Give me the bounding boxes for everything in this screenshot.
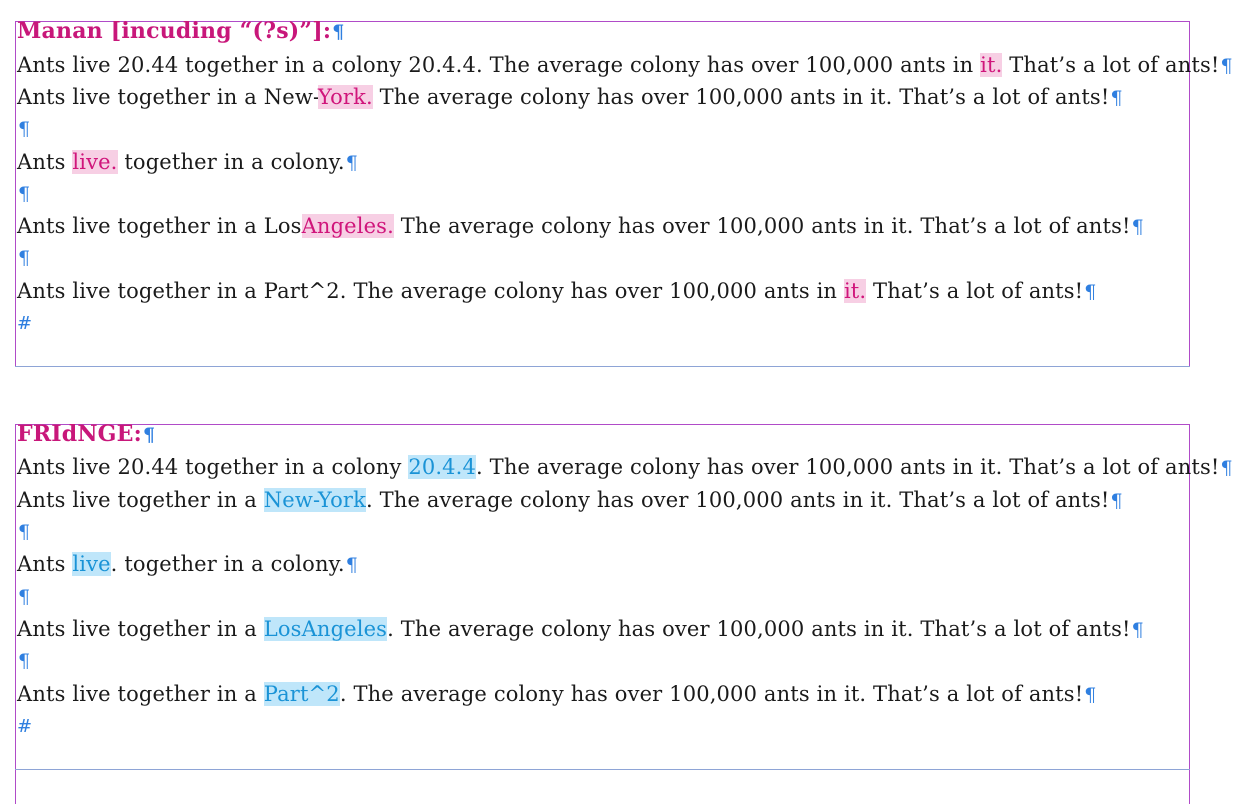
pilcrow-icon: ¶ [1220,55,1233,77]
text-run: . The average colony has over 100,000 ants in it. That’s a lot of ants! [387,617,1131,641]
pilcrow-icon: ¶ [18,650,31,672]
pilcrow-icon: ¶ [142,424,156,446]
text-run: The average colony has over 100,000 ants in it. That’s a lot of ants! [393,214,1131,238]
frame-2-bottom-rule [15,769,1190,770]
text-run: Ants [17,150,73,174]
paragraph-line[interactable] [17,149,358,177]
match-highlight[interactable]: it. [843,279,867,303]
heading-text[interactable]: FRIdNGE: [17,421,142,447]
pilcrow-icon: ¶ [1084,684,1097,706]
pilcrow-icon: ¶ [18,586,31,608]
end-of-story-icon: # [17,313,33,334]
pilcrow-icon: ¶ [1220,457,1233,479]
match-highlight[interactable]: it. [980,53,1003,77]
text-run: That’s a lot of ants! [1002,53,1220,77]
paragraph-line[interactable] [17,681,1097,709]
pilcrow-icon: ¶ [1084,281,1097,303]
paragraph-line[interactable] [17,454,1233,482]
text-run: Ants live together in a Part^2. The average colony has over 100,000 ants in [17,279,844,303]
pilcrow-icon: ¶ [18,521,31,543]
empty-paragraph[interactable] [17,183,30,205]
text-run: Ants live together in a Los [17,214,302,238]
pilcrow-icon: ¶ [18,247,31,269]
match-highlight[interactable]: live [72,552,111,576]
empty-paragraph[interactable] [17,521,30,543]
text-run: The average colony has over 100,000 ants in it. That’s a lot of ants! [372,85,1110,109]
text-run: . The average colony has over 100,000 ants in it. That’s a lot of ants! [339,682,1084,706]
match-highlight[interactable]: live. [72,150,118,174]
match-highlight[interactable]: York. [317,85,373,109]
text-run: Ants live 20.44 together in a colony 20.4.4. The average colony has over 100,000 ants in [17,53,981,77]
pilcrow-icon: ¶ [1110,87,1123,109]
paragraph-line[interactable] [17,52,1233,80]
text-run: Ants live together in a [17,488,264,512]
text-run: Ants [17,552,73,576]
frame-1-bottom-rule [15,366,1190,367]
text-run: together in a colony. [117,150,345,174]
paragraph-line[interactable] [17,551,358,579]
text-run: Ants live together in a [17,682,264,706]
paragraph-line[interactable] [17,213,1144,241]
empty-paragraph[interactable] [17,118,30,140]
end-of-story-icon: # [17,716,33,737]
pilcrow-icon: ¶ [345,152,358,174]
pilcrow-icon: ¶ [1131,619,1144,641]
text-run: . together in a colony. [110,552,345,576]
match-highlight[interactable]: 20.4.4 [408,455,477,479]
empty-paragraph[interactable] [17,586,30,608]
pilcrow-icon: ¶ [1131,216,1144,238]
pilcrow-icon: ¶ [18,118,31,140]
empty-paragraph[interactable] [17,650,30,672]
pilcrow-icon: ¶ [1110,490,1123,512]
section-heading[interactable] [17,421,155,447]
match-highlight[interactable]: New-York [263,488,366,512]
match-highlight[interactable]: LosAngeles [263,617,388,641]
pilcrow-icon: ¶ [332,21,345,43]
text-run: Ants live 20.44 together in a colony [17,455,409,479]
match-highlight[interactable]: Angeles. [301,214,394,238]
text-run: Ants live together in a [17,617,264,641]
pilcrow-icon: ¶ [345,554,358,576]
paragraph-line[interactable] [17,278,1097,306]
text-run: Ants live together in a New- [17,85,318,109]
paragraph-line[interactable] [17,84,1123,112]
paragraph-line[interactable] [17,616,1144,644]
heading-text[interactable]: Manan [incuding “(?s)”]: [17,18,332,44]
section-heading[interactable] [17,18,344,44]
empty-paragraph[interactable] [17,247,30,269]
end-of-story [17,715,32,738]
text-run: That’s a lot of ants! [866,279,1084,303]
pilcrow-icon: ¶ [18,183,31,205]
match-highlight[interactable]: Part^2 [263,682,340,706]
end-of-story [17,312,32,335]
text-run: . The average colony has over 100,000 ants in it. That’s a lot of ants! [476,455,1220,479]
text-run: . The average colony has over 100,000 ants in it. That’s a lot of ants! [365,488,1110,512]
paragraph-line[interactable] [17,487,1123,515]
